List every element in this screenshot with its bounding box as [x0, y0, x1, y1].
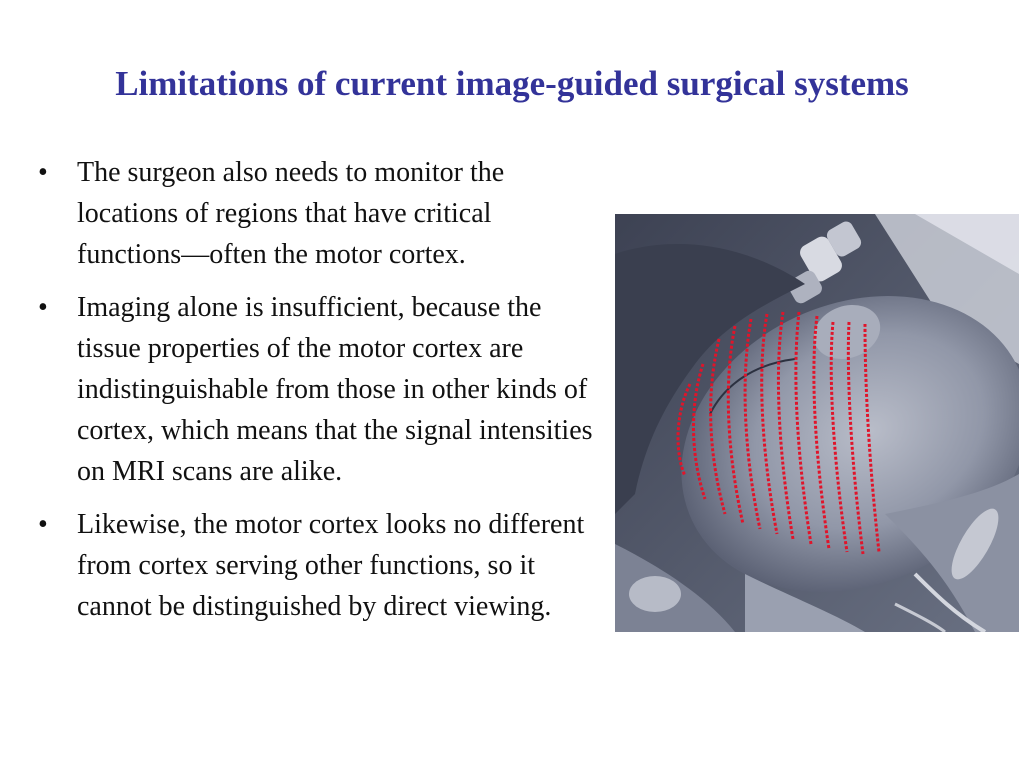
slide-title: Limitations of current image-guided surgical systems	[115, 64, 909, 103]
bullet-dot-icon: •	[38, 509, 48, 540]
bullet-text: The surgeon also needs to monitor the locations of regions that have critical functions—often the motor cortex.	[77, 157, 505, 270]
bullet-text: Likewise, the motor cortex looks no different from cortex serving other functions, so it cannot be distinguished by direct viewing.	[77, 509, 585, 622]
bullet-text: Imaging alone is insufficient, because the tissue properties of the motor cortex are indistinguishable from those in other kinds of cortex, which means that the signal intensities on MRI scans are alike.	[77, 292, 593, 487]
bullet-item	[34, 152, 594, 275]
surgical-head-photo	[615, 214, 1019, 632]
bullet-dot-icon: •	[38, 157, 48, 188]
bullet-item	[34, 504, 594, 627]
bullet-item	[34, 287, 594, 492]
surgical-head-illustration	[615, 214, 1019, 632]
bullet-list	[34, 152, 594, 639]
bullet-dot-icon: •	[38, 292, 48, 323]
